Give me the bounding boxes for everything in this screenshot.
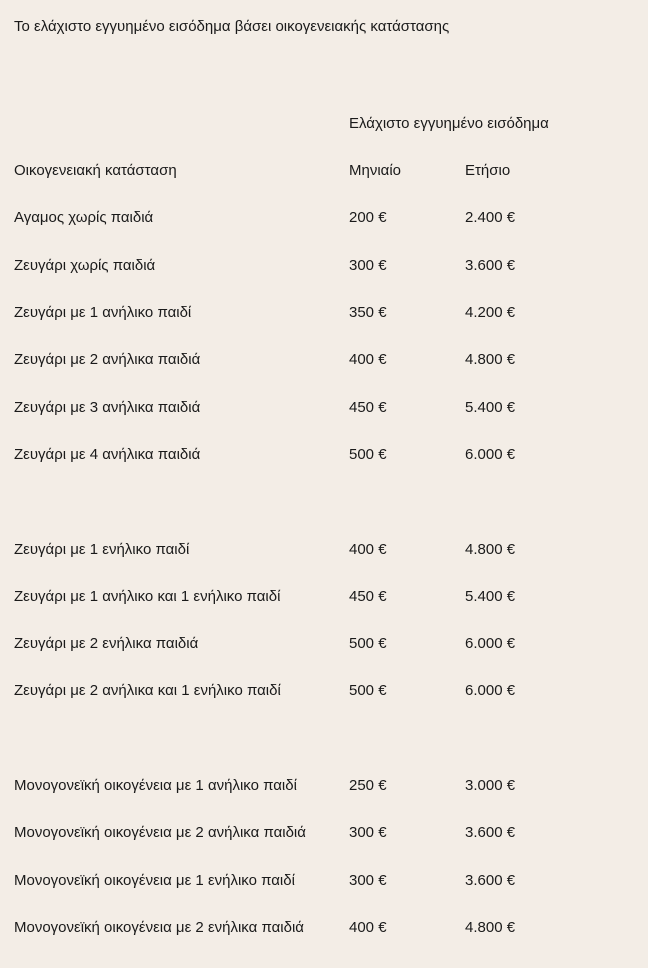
table-header-row	[0, 162, 648, 184]
annual-cell: 6.000 €	[465, 682, 516, 699]
table-row	[0, 257, 648, 279]
monthly-cell: 500 €	[349, 635, 387, 652]
annual-cell: 3.000 €	[465, 777, 516, 794]
table-row	[0, 919, 648, 941]
table-row	[0, 635, 648, 657]
annual-cell: 3.600 €	[465, 257, 516, 274]
annual-cell: 6.000 €	[465, 446, 516, 463]
family-status-cell: Ζευγάρι με 2 ενήλικα παιδιά	[14, 635, 199, 652]
annual-cell: 4.800 €	[465, 919, 516, 936]
table-row	[0, 777, 648, 799]
family-status-cell: Ζευγάρι με 1 ανήλικο παιδί	[14, 304, 192, 321]
monthly-cell: 350 €	[349, 304, 387, 321]
column-header-annual: Ετήσιο	[465, 162, 511, 179]
family-status-cell: Μονογονεϊκή οικογένεια με 1 ενήλικο παιδί	[14, 872, 295, 889]
annual-cell: 5.400 €	[465, 399, 516, 416]
annual-cell: 3.600 €	[465, 824, 516, 841]
monthly-cell: 500 €	[349, 682, 387, 699]
monthly-cell: 200 €	[349, 209, 387, 226]
annual-cell: 4.800 €	[465, 541, 516, 558]
family-status-cell: Ζευγάρι με 2 ανήλικα και 1 ενήλικο παιδί	[14, 682, 281, 699]
column-header-monthly: Μηνιαίο	[349, 162, 402, 179]
monthly-cell: 250 €	[349, 777, 387, 794]
table-row	[0, 304, 648, 326]
family-status-cell: Ζευγάρι χωρίς παιδιά	[14, 257, 156, 274]
table-row	[0, 399, 648, 421]
monthly-cell: 400 €	[349, 919, 387, 936]
family-status-cell: Ζευγάρι με 4 ανήλικα παιδιά	[14, 446, 201, 463]
monthly-cell: 300 €	[349, 257, 387, 274]
column-header-family-status: Οικογενειακή κατάσταση	[14, 162, 177, 179]
annual-cell: 2.400 €	[465, 209, 516, 226]
table-row	[0, 872, 648, 894]
family-status-cell: Ζευγάρι με 2 ανήλικα παιδιά	[14, 351, 201, 368]
family-status-cell: Μονογονεϊκή οικογένεια με 2 ανήλικα παιδιά	[14, 824, 306, 841]
family-status-cell: Ζευγάρι με 1 ανήλικο και 1 ενήλικο παιδί	[14, 588, 281, 605]
table-row	[0, 541, 648, 563]
monthly-cell: 500 €	[349, 446, 387, 463]
column-group-header: Ελάχιστο εγγυημένο εισόδημα	[349, 115, 549, 132]
monthly-cell: 400 €	[349, 351, 387, 368]
monthly-cell: 400 €	[349, 541, 387, 558]
table-row	[0, 351, 648, 373]
monthly-cell: 450 €	[349, 399, 387, 416]
monthly-cell: 300 €	[349, 872, 387, 889]
family-status-cell: Μονογονεϊκή οικογένεια με 2 ενήλικα παιδιά	[14, 919, 304, 936]
annual-cell: 4.200 €	[465, 304, 516, 321]
table-row	[0, 682, 648, 704]
table-row	[0, 209, 648, 231]
family-status-cell: Μονογονεϊκή οικογένεια με 1 ανήλικο παιδί	[14, 777, 297, 794]
monthly-cell: 300 €	[349, 824, 387, 841]
table-row	[0, 588, 648, 610]
monthly-cell: 450 €	[349, 588, 387, 605]
page-title: Το ελάχιστο εγγυημένο εισόδημα βάσει οικογενειακής κατάστασης	[14, 18, 450, 35]
annual-cell: 3.600 €	[465, 872, 516, 889]
table-row	[0, 824, 648, 846]
annual-cell: 4.800 €	[465, 351, 516, 368]
family-status-cell: Ζευγάρι με 1 ενήλικο παιδί	[14, 541, 190, 558]
table-row	[0, 446, 648, 468]
family-status-cell: Ζευγάρι με 3 ανήλικα παιδιά	[14, 399, 201, 416]
family-status-cell: Αγαμος χωρίς παιδιά	[14, 209, 154, 226]
annual-cell: 6.000 €	[465, 635, 516, 652]
annual-cell: 5.400 €	[465, 588, 516, 605]
